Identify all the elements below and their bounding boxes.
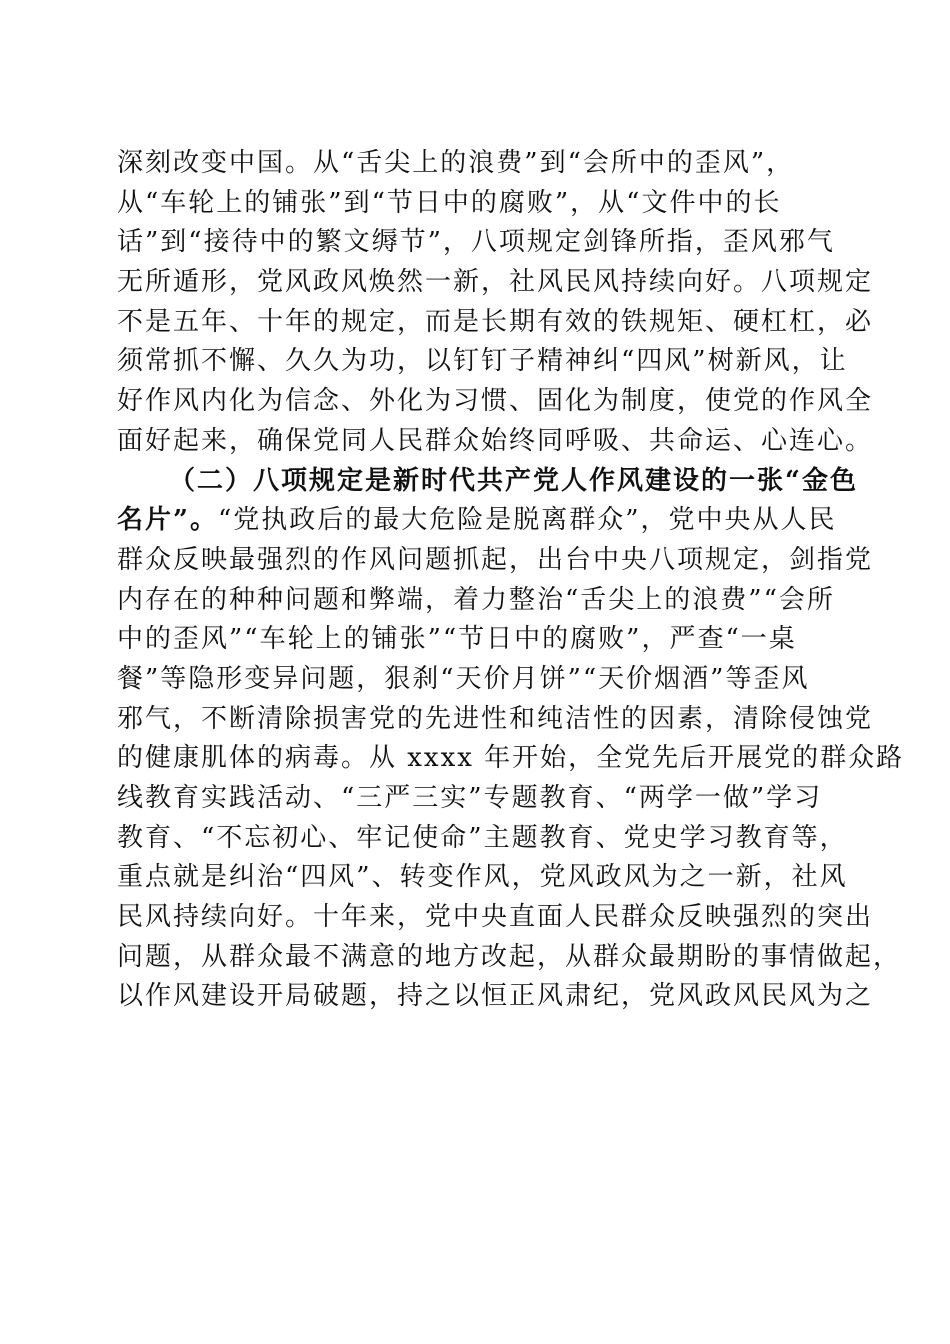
text-line: 线教育实践活动、“三严三实”专题教育、“两学一做”学习 xyxy=(117,783,823,813)
text-line: 无所遁形，党风政风焕然一新，社风民风持续向好。八项规定 xyxy=(117,267,874,298)
body-text xyxy=(117,144,905,1017)
text-line: 教育、“不忘初心、牢记使命”主题教育、党史学习教育等， xyxy=(117,822,848,853)
text-line: 中的歪风”“车轮上的铺张”“节日中的腐败”，严查“一桌 xyxy=(117,624,797,655)
section-heading-tail: 名片”。 xyxy=(117,505,218,536)
text-line: 重点就是纠治“四风”、转变作风，党风政风为之一新，社风 xyxy=(117,862,848,893)
text-line: 民风持续向好。十年来，党中央直面人民群众反映强烈的突出 xyxy=(117,902,874,933)
text-line: 邪气，不断清除损害党的先进性和纯洁性的因素，清除侵蚀党 xyxy=(117,703,874,734)
text-line: 深刻改变中国。从“舌尖上的浪费”到“会所中的歪风”， xyxy=(117,148,795,178)
text-line: 面好起来，确保党同人民群众始终同呼吸、共命运、心连心。 xyxy=(117,425,874,456)
text-run: “党执政后的最大危险是脱离群众”，党中央从人民 xyxy=(217,505,837,536)
text-line: 好作风内化为信念、外化为习惯、固化为制度，使党的作风全 xyxy=(117,386,874,417)
text-line: 须常抓不懈、久久为功，以钉钉子精神纠“四风”树新风，让 xyxy=(117,346,848,377)
text-line: 话”到“接待中的繁文缛节”，八项规定剑锋所指，歪风邪气 xyxy=(117,227,835,258)
text-line: 从“车轮上的铺张”到“节日中的腐败”，从“文件中的长 xyxy=(117,187,782,218)
text-line xyxy=(117,501,837,541)
text-line: 问题，从群众最不满意的地方改起，从群众最期盼的事情做起， xyxy=(117,941,902,972)
section-heading: （二）八项规定是新时代共产党人作风建设的一张“金色 xyxy=(169,465,858,496)
text-line: 的健康肌体的病毒。从 xxxx 年开始，全党先后开展党的群众路 xyxy=(117,743,905,774)
text-line: 餐”等隐形变异问题，狠刹“天价月饼”“天价烟酒”等歪风 xyxy=(117,663,810,694)
text-line: 不是五年、十年的规定，而是长期有效的铁规矩、硬杠杠，必 xyxy=(117,306,874,337)
text-line: 群众反映最强烈的作风问题抓起，出台中央八项规定，剑指党 xyxy=(117,544,874,575)
text-line: 内存在的种种问题和弊端，着力整治“舌尖上的浪费”“会所 xyxy=(117,584,835,615)
text-line: 以作风建设开局破题，持之以恒正风肃纪，党风政风民风为之 xyxy=(117,981,874,1012)
